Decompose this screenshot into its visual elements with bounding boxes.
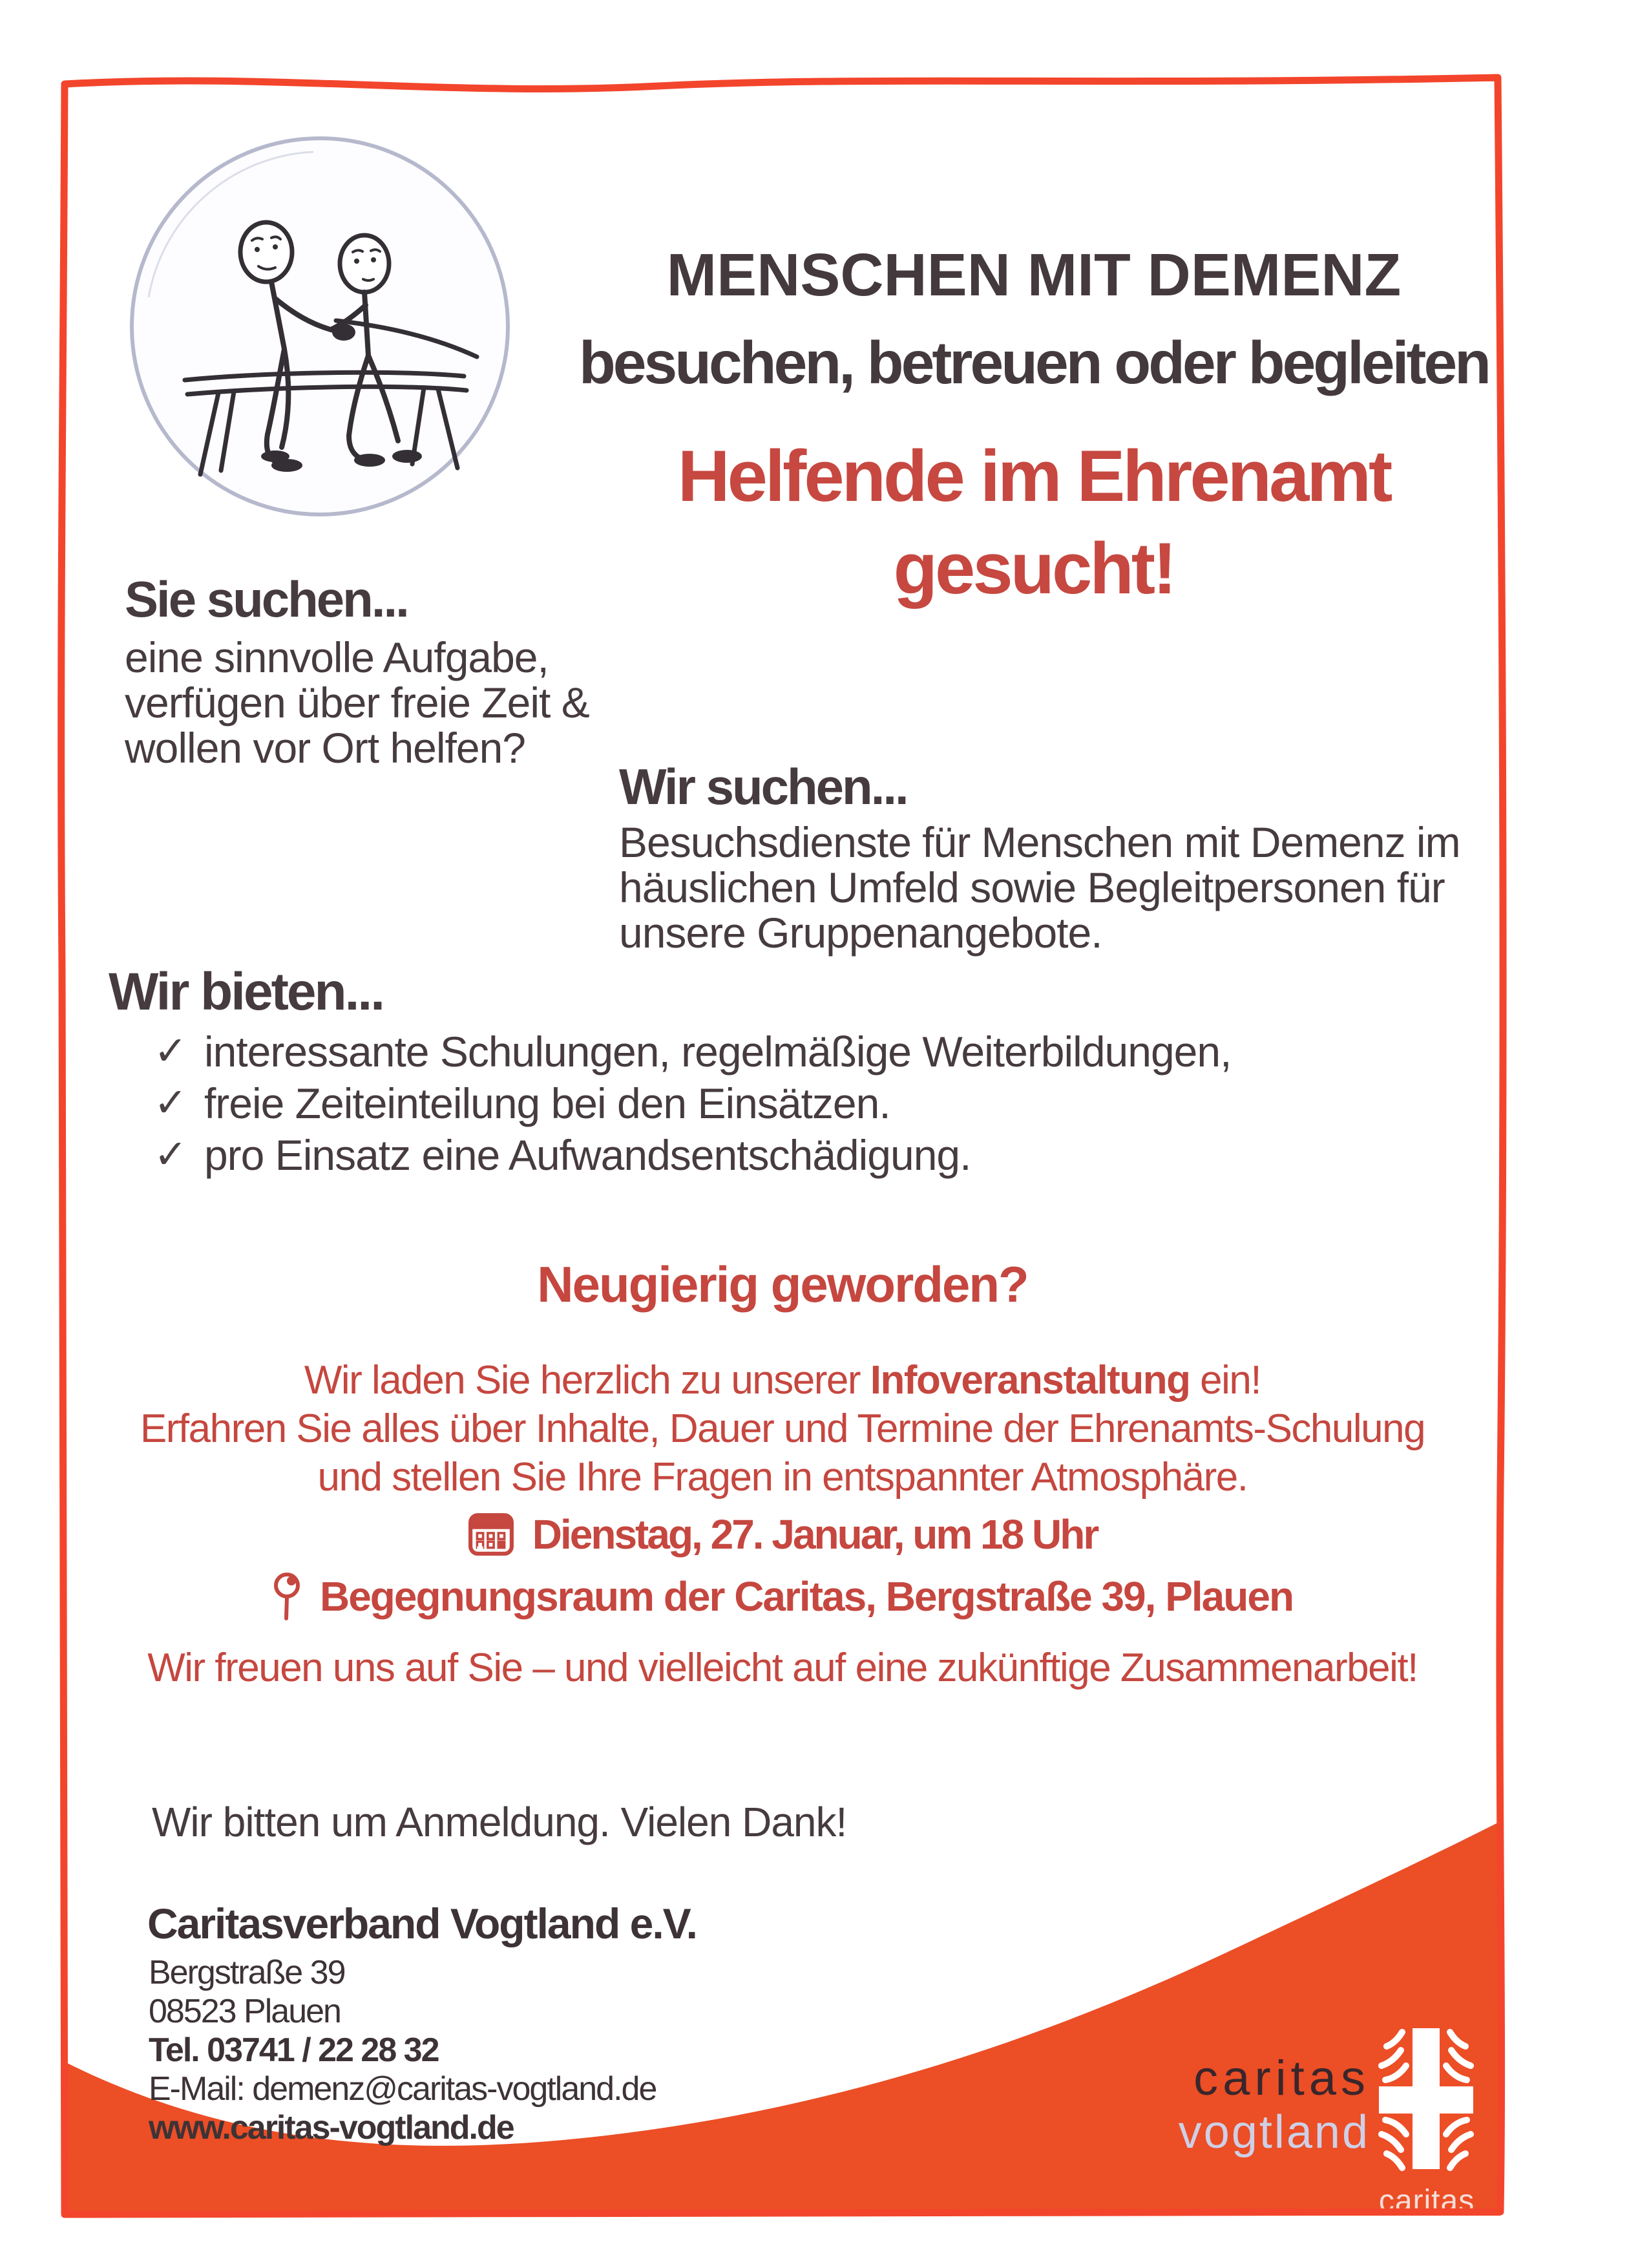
check-icon: ✓	[154, 1029, 187, 1074]
check-icon: ✓	[154, 1081, 187, 1125]
headline-subtitle: besuchen, betreuen oder begleiten	[579, 329, 1489, 396]
contact-city: 08523 Plauen	[149, 1993, 341, 2030]
closing-line: Wir freuen uns auf Sie – und vielleicht auf eine zukünftige Zusammenarbeit!	[147, 1646, 1418, 1690]
contact-email: E-Mail: demenz@caritas-vogtland.de	[149, 2070, 656, 2108]
invite-suffix: ein!	[1190, 1358, 1261, 1403]
event-date: Dienstag, 27. Januar, um 18 Uhr	[532, 1511, 1098, 1558]
invite-prefix: Wir laden Sie herzlich zu unserer	[304, 1358, 870, 1403]
sie-suchen-line2: verfügen über freie Zeit &	[125, 679, 589, 726]
wir-suchen-heading: Wir suchen...	[619, 758, 907, 815]
wir-suchen-line3: unsere Gruppenangebote.	[619, 909, 1102, 957]
sie-suchen-line1: eine sinnvolle Aufgabe,	[125, 633, 549, 681]
sie-suchen-heading: Sie suchen...	[125, 571, 408, 628]
contact-org: Caritasverband Vogtland e.V.	[147, 1900, 697, 1947]
highlight-heading-line2: gesucht!	[893, 528, 1175, 609]
neugierig-heading: Neugierig geworden?	[537, 1256, 1028, 1313]
wir-bieten-heading: Wir bieten...	[109, 962, 383, 1021]
wir-suchen-line1: Besuchsdienste für Menschen mit Demenz im	[619, 818, 1460, 866]
contact-street: Bergstraße 39	[149, 1954, 345, 1991]
invite-line2: Erfahren Sie alles über Inhalte, Dauer und Termine der Ehrenamts-Schulung	[140, 1406, 1425, 1451]
sie-suchen-line3: wollen vor Ort helfen?	[125, 724, 525, 772]
contact-website: www.caritas-vogtland.de	[149, 2109, 514, 2146]
signup-note: Wir bitten um Anmeldung. Vielen Dank!	[152, 1799, 847, 1845]
highlight-heading-line1: Helfende im Ehrenamt	[677, 436, 1391, 516]
logo-brand-text: caritas	[1193, 2051, 1370, 2106]
contact-phone: Tel. 03741 / 22 28 32	[149, 2031, 439, 2069]
list-item-text: pro Einsatz eine Aufwandsentschädigung.	[204, 1131, 971, 1179]
event-location: Begegnungsraum der Caritas, Bergstraße 39, Plauen	[319, 1573, 1294, 1620]
logo-region-text: vogtland	[1178, 2106, 1370, 2158]
invite-line3: und stellen Sie Ihre Fragen in entspannter Atmosphäre.	[317, 1455, 1248, 1500]
list-item-text: interessante Schulungen, regelmäßige Weiterbildungen,	[204, 1028, 1232, 1076]
check-icon: ✓	[154, 1132, 187, 1177]
headline-title: MENSCHEN MIT DEMENZ	[666, 241, 1402, 308]
logo-wordmark-text: caritas	[1378, 2184, 1475, 2218]
list-item-text: freie Zeiteinteilung bei den Einsätzen.	[204, 1079, 890, 1127]
wir-suchen-line2: häuslichen Umfeld sowie Begleitpersonen für	[619, 864, 1445, 911]
invite-bold: Infoveranstaltung	[870, 1358, 1190, 1403]
